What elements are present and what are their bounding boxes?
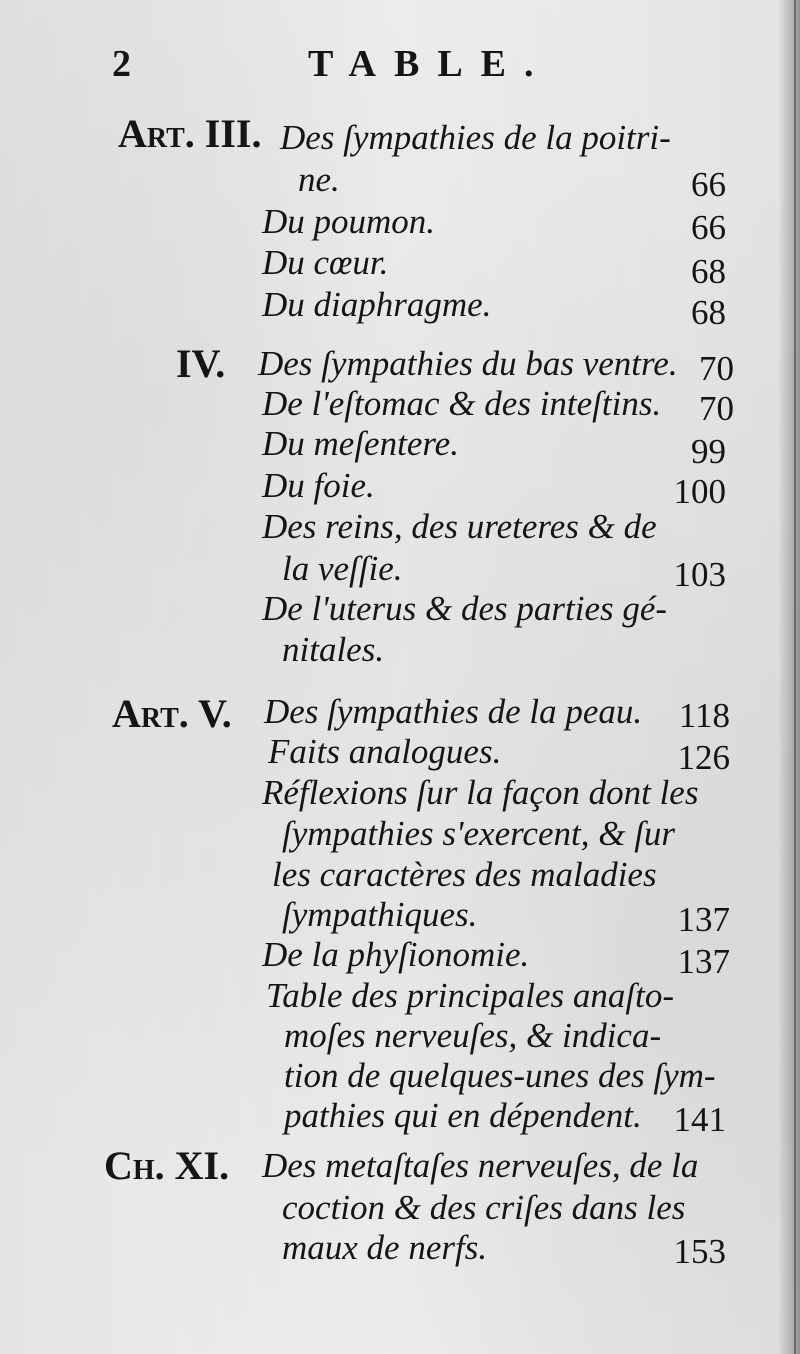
toc-line: tion de quelques-unes des ſym- [284, 1056, 716, 1095]
toc-line: Du diaphragme. [262, 285, 492, 324]
toc-page-number: 70 [699, 389, 734, 428]
toc-line: ſympathies s'exercent, & ſur [282, 814, 676, 853]
toc-line: Des ſympathies de la poitri- [280, 118, 671, 157]
toc-line: Faits analogues. [268, 732, 502, 771]
toc-line: De l'eſtomac & des inteſtins. [262, 384, 662, 423]
toc-line: Des ſympathies du bas ventre. [258, 344, 678, 383]
toc-page-number: 118 [678, 696, 730, 735]
toc-page-number: 126 [677, 738, 730, 777]
toc-page-number: 137 [677, 942, 730, 981]
page-number: 2 [112, 43, 131, 85]
toc-line: Des ſympathies de la peau. [264, 692, 643, 731]
running-title: TABLE. [308, 43, 552, 85]
toc-page-number: 103 [673, 555, 726, 594]
section-label-art-v: Art. V. [112, 691, 232, 736]
section-label-iv: IV. [176, 341, 226, 386]
toc-line: pathies qui en dépendent. [284, 1096, 642, 1135]
toc-line: Des reins, des ureteres & de [262, 507, 657, 546]
toc-line: ſympathiques. [282, 895, 478, 934]
toc-line: maux de nerfs. [282, 1228, 488, 1267]
toc-line: Du meſentere. [262, 424, 459, 463]
toc-line: Du poumon. [262, 202, 436, 241]
toc-line: De la phyſionomie. [262, 935, 530, 974]
toc-page-number: 137 [677, 900, 730, 939]
toc-line: De l'uterus & des parties gé- [262, 589, 668, 628]
toc-page-number: 66 [691, 208, 726, 247]
toc-page-number: 100 [673, 472, 726, 511]
page-edge-line [794, 0, 796, 1354]
toc-line: la veſſie. [282, 549, 403, 588]
toc-line: Des metaſtaſes nerveuſes, de la [262, 1146, 699, 1185]
toc-line: ne. [298, 160, 340, 199]
toc-page-number: 99 [691, 432, 726, 471]
toc-line: moſes nerveuſes, & indica- [284, 1016, 662, 1055]
toc-page-number: 70 [699, 349, 734, 388]
toc-page-number: 141 [673, 1100, 726, 1139]
page-edge-shadow [778, 0, 800, 1354]
section-label-art-iii: Art. III. [118, 111, 262, 156]
toc-line: Réflexions ſur la façon dont les [262, 773, 699, 812]
toc-line: les caractères des maladies [272, 855, 657, 894]
toc-line: Table des principales anaſto- [266, 976, 675, 1015]
toc-line: Du foie. [262, 466, 375, 505]
toc-line: coction & des criſes dans les [282, 1188, 686, 1227]
section-label-ch-xi: Ch. XI. [104, 1143, 230, 1188]
toc-page-number: 66 [691, 165, 726, 204]
toc-page-number: 153 [673, 1232, 726, 1271]
toc-page-number: 68 [691, 252, 726, 291]
toc-line: Du cœur. [262, 243, 389, 282]
toc-page-number: 68 [691, 293, 726, 332]
toc-line: nitales. [282, 630, 385, 669]
